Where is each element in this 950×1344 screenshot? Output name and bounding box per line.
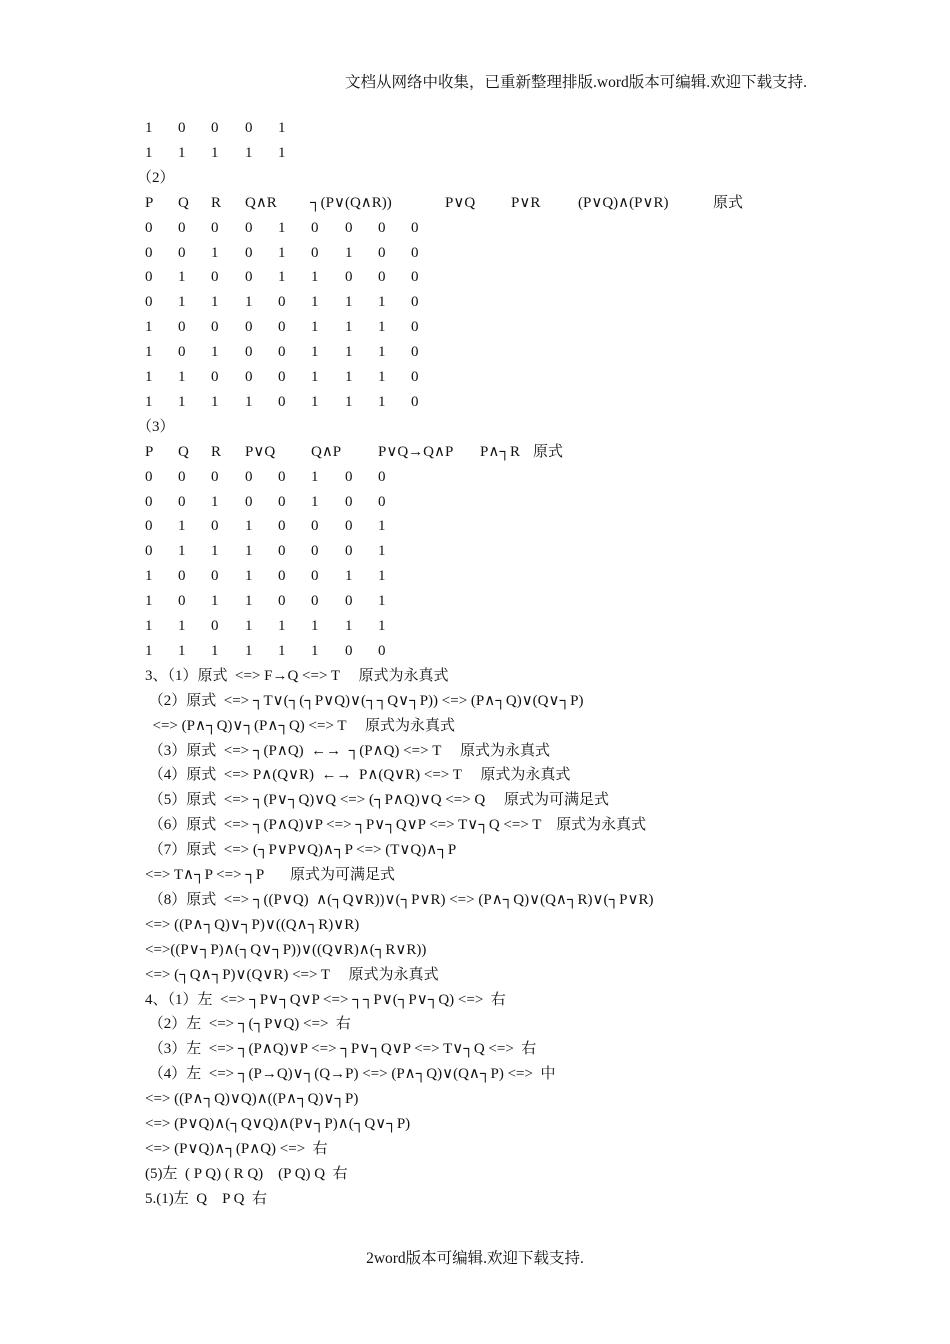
table-cell: 1 — [345, 344, 353, 361]
table-cell: 1 — [145, 369, 153, 385]
table-cell: 1 — [178, 543, 186, 560]
table-cell: 1 — [211, 642, 219, 659]
table-cell: 0 — [411, 319, 419, 336]
table-cell: 1 — [145, 393, 153, 410]
table-cell: ┐(P∨(Q∧R)) — [310, 194, 392, 211]
table-cell: 0 — [278, 543, 286, 560]
table-cell: 1 — [245, 593, 253, 610]
table-cell: 0 — [178, 344, 186, 361]
table-cell: 0 — [378, 468, 386, 485]
table-cell: 1 — [278, 269, 286, 286]
table-cell: 0 — [245, 319, 253, 336]
text-line: <=> (┐Q∧┐P)∨(Q∨R) <=> T 原式为永真式 — [145, 966, 439, 983]
table-cell: 1 — [178, 294, 186, 311]
table-cell: Q — [178, 443, 189, 460]
table-cell: 0 — [145, 269, 153, 286]
table-cell: 0 — [278, 518, 286, 535]
table-cell: 0 — [345, 219, 353, 236]
table-cell: 0 — [145, 493, 153, 510]
table-cell: 0 — [311, 543, 319, 560]
page-header: 文档从网络中收集，已重新整理排版.word版本可编辑.欢迎下载支持. — [345, 74, 807, 91]
table-cell: 1 — [178, 144, 186, 161]
table-cell: 0 — [145, 468, 153, 485]
table-cell: 0 — [311, 593, 319, 610]
table-cell: 1 — [145, 344, 153, 361]
table-cell: P — [145, 194, 154, 211]
table-cell: 0 — [211, 568, 219, 585]
text-line: <=> (P∨Q)∧┐(P∧Q) <=> 右 — [145, 1140, 328, 1157]
table-cell: 0 — [278, 369, 286, 385]
table-cell: 0 — [411, 269, 419, 286]
table-cell: 0 — [411, 294, 419, 311]
table-cell: 0 — [411, 369, 419, 385]
table-cell: 0 — [245, 219, 253, 236]
table-cell: 1 — [145, 642, 153, 659]
table-cell: 1 — [345, 618, 353, 634]
table-cell: 0 — [145, 518, 153, 535]
table-cell: P∨Q→Q∧P — [378, 443, 454, 460]
table-cell: P — [145, 443, 154, 460]
section-label: （3） — [137, 418, 175, 435]
table-cell: 1 — [211, 294, 219, 311]
table-cell: 1 — [178, 369, 186, 385]
table-cell: R — [211, 443, 222, 460]
text-line: (5)左 ( P Q) ( R Q) (P Q) Q 右 — [145, 1165, 348, 1182]
table-cell: 1 — [245, 518, 253, 535]
table-cell: 1 — [211, 593, 219, 610]
table-cell: 0 — [245, 493, 253, 510]
table-cell: 1 — [345, 393, 353, 410]
table-cell: 1 — [211, 244, 219, 261]
table-cell: 0 — [278, 294, 286, 311]
table-cell: 1 — [178, 642, 186, 659]
table-cell: 0 — [178, 319, 186, 336]
table-cell: 0 — [311, 568, 319, 585]
table-cell: 0 — [245, 244, 253, 261]
table-cell: 1 — [145, 593, 153, 610]
table-cell: 0 — [378, 219, 386, 236]
table-cell: 1 — [278, 618, 286, 634]
table-cell: 1 — [378, 518, 386, 535]
text-line: （2）原式 <=> ┐T∨(┐(┐P∨Q)∨(┐┐Q∨┐P)) <=> (P∧┐Q)∨(Q∨┐P) — [145, 692, 584, 709]
table-cell: 1 — [211, 493, 219, 510]
table-cell: 1 — [211, 344, 219, 361]
table-cell: 0 — [211, 369, 219, 385]
table-cell: 0 — [411, 344, 419, 361]
text-line: （3）左 <=> ┐(P∧Q)∨P <=> ┐P∨┐Q∨P <=> T∨┐Q <=> 右 — [145, 1041, 537, 1058]
table-cell: P∨Q — [445, 194, 476, 211]
table-cell: 0 — [345, 518, 353, 535]
table-cell: Q — [178, 194, 189, 211]
table-cell: 1 — [245, 618, 253, 634]
table-cell: 0 — [345, 269, 353, 286]
table-cell: 0 — [411, 244, 419, 261]
table-cell: 1 — [178, 618, 186, 634]
table-cell: 1 — [145, 120, 153, 136]
table-cell: 0 — [178, 593, 186, 610]
table-cell: 0 — [145, 219, 153, 236]
table-cell: 原式 — [533, 443, 564, 460]
table-cell: 1 — [345, 369, 353, 385]
table-cell: 0 — [245, 120, 253, 136]
table-cell: 1 — [311, 294, 319, 311]
table-cell: 1 — [145, 568, 153, 585]
table-cell: 1 — [378, 319, 386, 336]
table-cell: 0 — [178, 493, 186, 510]
text-line: （3）原式 <=> ┐(P∧Q) ←→ ┐(P∧Q) <=> T 原式为永真式 — [145, 742, 550, 759]
table-cell: 1 — [278, 144, 286, 161]
table-cell: P∨Q — [245, 443, 276, 460]
table-cell: 0 — [345, 593, 353, 610]
table-cell: 1 — [378, 593, 386, 610]
table-cell: 1 — [245, 568, 253, 585]
table-cell: 1 — [311, 344, 319, 361]
table-cell: 1 — [378, 618, 386, 634]
table-cell: Q∧R — [245, 194, 277, 211]
table-cell: 0 — [378, 642, 386, 659]
table-cell: 原式 — [713, 194, 744, 211]
text-line: （5）原式 <=> ┐(P∨┐Q)∨Q <=> (┐P∧Q)∨Q <=> Q 原式为可满足式 — [145, 792, 610, 809]
table-cell: 1 — [211, 543, 219, 560]
table-cell: 1 — [211, 144, 219, 161]
text-line: （2）左 <=> ┐(┐P∨Q) <=> 右 — [145, 1016, 351, 1033]
table-cell: 1 — [345, 244, 353, 261]
table-cell: 1 — [178, 518, 186, 535]
table-cell: 0 — [278, 493, 286, 510]
text-line: 4、（1）左 <=> ┐P∨┐Q∨P <=> ┐┐P∨(┐P∨┐Q) <=> 右 — [145, 991, 506, 1008]
text-line: （6）原式 <=> ┐(P∧Q)∨P <=> ┐P∨┐Q∨P <=> T∨┐Q <=> T 原式为永真式 — [145, 817, 647, 834]
table-cell: 0 — [345, 493, 353, 510]
table-cell: 1 — [378, 543, 386, 560]
table-cell: 0 — [245, 269, 253, 286]
text-line: （7）原式 <=> (┐P∨P∨Q)∧┐P <=> (T∨Q)∧┐P — [145, 842, 457, 859]
table-cell: 1 — [378, 568, 386, 585]
table-cell: 0 — [278, 593, 286, 610]
table-cell: 0 — [345, 543, 353, 560]
table-cell: 0 — [278, 568, 286, 585]
table-cell: Q∧P — [311, 443, 342, 460]
table-cell: 0 — [378, 493, 386, 510]
table-cell: 1 — [278, 244, 286, 261]
table-cell: 0 — [211, 468, 219, 485]
table-cell: 1 — [278, 642, 286, 659]
table-cell: 1 — [311, 369, 319, 385]
text-line: （4）左 <=> ┐(P→Q)∨┐(Q→P) <=> (P∧┐Q)∨(Q∧┐P) <=> 中 — [145, 1066, 556, 1083]
text-line: 3、（1）原式 <=> F→Q <=> T 原式为永真式 — [145, 667, 449, 684]
table-cell: 1 — [311, 642, 319, 659]
table-cell: 1 — [311, 393, 319, 410]
table-cell: 0 — [211, 120, 219, 136]
table-cell: 0 — [145, 244, 153, 261]
table-cell: 0 — [411, 219, 419, 236]
table-cell: 0 — [145, 543, 153, 560]
table-cell: 0 — [245, 369, 253, 385]
table-cell: 1 — [378, 369, 386, 385]
table-cell: 1 — [145, 144, 153, 161]
table-cell: 1 — [245, 144, 253, 161]
table-cell: 1 — [278, 219, 286, 236]
table-cell: 0 — [311, 219, 319, 236]
table-cell: 1 — [345, 568, 353, 585]
table-cell: P∨R — [511, 194, 541, 211]
table-cell: 1 — [345, 319, 353, 336]
table-cell: 1 — [245, 642, 253, 659]
table-cell: 0 — [311, 244, 319, 261]
table-cell: 0 — [278, 393, 286, 410]
table-cell: 1 — [311, 269, 319, 286]
table-cell: (P∨Q)∧(P∨R) — [578, 194, 669, 211]
table-cell: 1 — [311, 493, 319, 510]
table-cell: R — [211, 194, 222, 211]
table-cell: 0 — [211, 219, 219, 236]
table-cell: 0 — [311, 518, 319, 535]
table-cell: P∧┐R — [480, 443, 520, 460]
table-cell: 0 — [345, 642, 353, 659]
section-label: （2） — [137, 169, 175, 186]
table-cell: 1 — [378, 294, 386, 311]
page-footer: 2word版本可编辑.欢迎下载支持. — [366, 1250, 584, 1267]
table-cell: 1 — [345, 294, 353, 311]
table-cell: 1 — [145, 618, 153, 634]
text-line: <=> ((P∧┐Q)∨┐P)∨((Q∧┐R)∨R) — [145, 916, 360, 933]
table-cell: 1 — [245, 543, 253, 560]
text-line: <=>((P∨┐P)∧(┐Q∨┐P))∨((Q∨R)∧(┐R∨R)) — [145, 941, 427, 958]
text-line: <=> T∧┐P <=> ┐P 原式为可满足式 — [145, 867, 395, 883]
text-line: （4）原式 <=> P∧(Q∨R) ←→ P∧(Q∨R) <=> T 原式为永真式 — [145, 767, 571, 784]
table-cell: 0 — [178, 120, 186, 136]
table-cell: 0 — [178, 568, 186, 585]
table-cell: 1 — [311, 618, 319, 634]
table-cell: 1 — [245, 294, 253, 311]
table-cell: 0 — [278, 344, 286, 361]
table-cell: 1 — [245, 393, 253, 410]
table-cell: 1 — [311, 468, 319, 485]
table-cell: 0 — [245, 468, 253, 485]
table-cell: 0 — [378, 244, 386, 261]
table-cell: 0 — [278, 319, 286, 336]
table-cell: 0 — [378, 269, 386, 286]
text-line: <=> (P∨Q)∧(┐Q∨Q)∧(P∨┐P)∧(┐Q∨┐P) — [145, 1116, 411, 1132]
table-cell: 1 — [178, 393, 186, 410]
text-line: <=> (P∧┐Q)∨┐(P∧┐Q) <=> T 原式为永真式 — [145, 717, 456, 734]
table-cell: 0 — [211, 518, 219, 535]
table-cell: 1 — [278, 120, 286, 136]
table-cell: 0 — [211, 269, 219, 286]
table-cell: 1 — [211, 393, 219, 410]
table-cell: 1 — [378, 393, 386, 410]
table-cell: 1 — [178, 269, 186, 286]
table-cell: 0 — [178, 468, 186, 485]
table-cell: 1 — [378, 344, 386, 361]
table-cell: 0 — [211, 618, 219, 634]
text-line: <=> ((P∧┐Q)∨Q)∧((P∧┐Q)∨┐P) — [145, 1091, 359, 1108]
table-cell: 0 — [278, 468, 286, 485]
table-cell: 0 — [411, 393, 419, 410]
table-cell: 1 — [145, 319, 153, 336]
text-line: 5.(1)左 Q P Q 右 — [145, 1190, 267, 1207]
text-line: （8）原式 <=> ┐((P∨Q) ∧(┐Q∨R))∨(┐P∨R) <=> (P∧┐Q)∨(Q∧┐R)∨(┐P∨R) — [145, 891, 654, 908]
table-cell: 0 — [345, 468, 353, 485]
table-cell: 0 — [178, 244, 186, 261]
table-cell: 0 — [178, 219, 186, 236]
table-cell: 0 — [145, 294, 153, 311]
table-cell: 0 — [245, 344, 253, 361]
table-cell: 0 — [211, 319, 219, 336]
table-cell: 1 — [311, 319, 319, 336]
